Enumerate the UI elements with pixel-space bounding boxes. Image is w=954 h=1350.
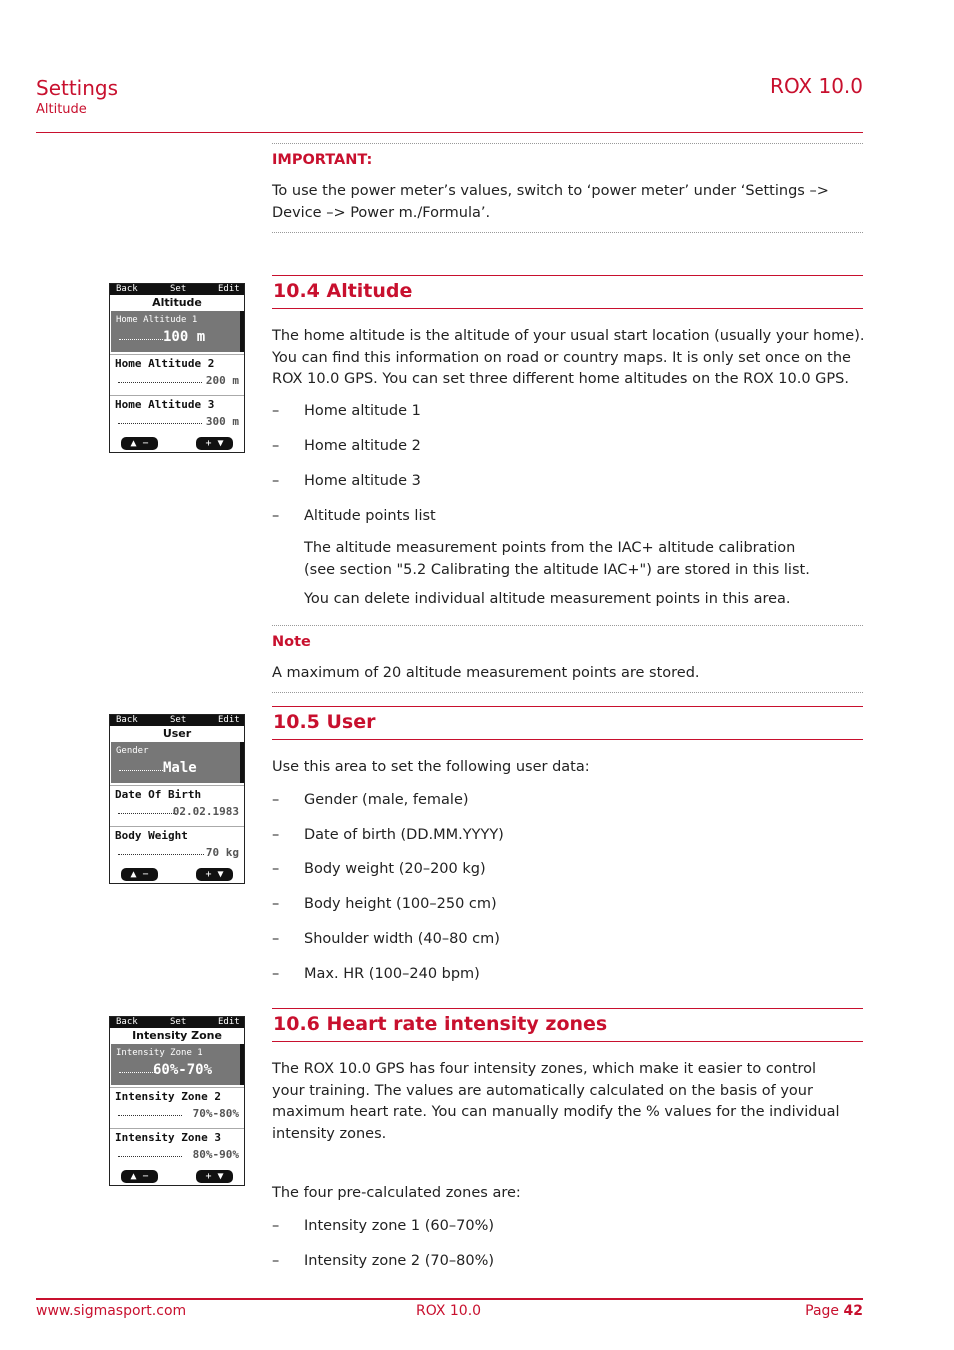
value-leader [118,854,204,855]
selected-label: Intensity Zone 1 [116,1048,203,1058]
altitude-intro: The home altitude is the altitude of your usual start location (usually your home). You can find this information on road or country maps. It is only set once on the ROX 10.0 GPS. You can set three different home altitudes on the ROX 10.0 GPS. [272,328,865,387]
value-leader [118,1115,182,1116]
header-title: Settings [36,76,119,100]
value-leader [118,813,176,814]
hr-intro: The ROX 10.0 GPS has four intensity zones, which make it easier to control your training. The values are automatically calculated on the basis of your maximum heart rate. You can manually modify the % values for the individual intensity zones. [272,1061,840,1142]
row-label: Date Of Birth [115,788,202,801]
row-label: Home Altitude 2 [115,357,215,370]
altitude-points-delete: You can delete individual altitude measurement points in this area. [304,591,791,607]
set-label: Set [170,715,187,725]
edit-label: Edit [218,1017,240,1027]
important-text: To use the power meter’s values, switch to ‘power meter’ under ‘Settings –> Device –> Power m./Formula’. [272,183,829,221]
dotted-rule [272,143,863,144]
row-label: Body Weight [115,829,188,842]
device-screen-altitude [109,283,245,453]
device-row [110,826,244,868]
section-rule [272,1008,863,1009]
plus-down-button: + ▼ [196,1170,233,1183]
device-row [110,354,244,396]
device-screen-user [109,714,245,884]
set-label: Set [170,1017,187,1027]
header-subtitle: Altitude [36,102,87,117]
row-label: Intensity Zone 2 [115,1090,221,1103]
device-row [110,1128,244,1170]
value-leader [118,382,202,383]
device-row [110,1087,244,1129]
set-label: Set [170,284,187,294]
header-rule [36,132,863,133]
back-label: Back [116,1017,138,1027]
back-label: Back [116,284,138,294]
up-minus-button: ▲ − [121,437,158,450]
dotted-rule [272,625,863,626]
selected-value: 60%-70% [153,1062,213,1078]
section-heading-altitude: 10.4 Altitude [273,280,413,302]
selected-value: Male [163,760,197,776]
device-row [110,785,244,827]
edit-label: Edit [218,284,240,294]
hr-zones-intro: The four pre-calculated zones are: [272,1185,521,1201]
altitude-points-description: The altitude measurement points from the IAC+ altitude calibration (see section "5.2 Calibrating the altitude IAC+") are stored in this list. [304,540,810,578]
value-leader [119,770,163,771]
dotted-rule [272,232,863,233]
row-value: 200 m [205,374,239,387]
device-screen-intensity-zone [109,1016,245,1186]
scrollbar [240,311,244,352]
device-title: Altitude [152,296,202,309]
section-rule [272,275,863,276]
device-title: User [162,727,192,740]
note-text: A maximum of 20 altitude measurement points are stored. [272,665,700,681]
edit-label: Edit [218,715,240,725]
row-label: Intensity Zone 3 [115,1131,221,1144]
up-minus-button: ▲ − [121,1170,158,1183]
note-label: Note [272,634,311,650]
value-leader [118,423,202,424]
section-rule [272,706,863,707]
row-value: 70%-80% [192,1107,239,1120]
user-intro: Use this area to set the following user data: [272,759,590,775]
section-rule [272,739,863,740]
selected-value: 100 m [163,329,206,345]
selected-row [111,311,241,352]
footer-product: ROX 10.0 [416,1303,482,1319]
important-label: IMPORTANT: [272,152,373,168]
device-topbar [110,1017,244,1028]
plus-down-button: + ▼ [196,868,233,881]
selected-row [111,1044,241,1085]
value-leader [119,339,163,340]
value-leader [118,1156,182,1157]
section-heading-user: 10.5 User [273,711,376,733]
selected-row [111,742,241,783]
scrollbar [240,742,244,783]
header-product: ROX 10.0 [770,74,863,98]
row-value: 80%-90% [192,1148,239,1161]
device-row [110,395,244,437]
row-value: 300 m [205,415,239,428]
dotted-rule [272,692,863,693]
device-topbar [110,715,244,726]
device-topbar [110,284,244,295]
value-leader [119,1072,155,1073]
footer-url[interactable]: www.sigmasport.com [36,1303,187,1319]
page-label: Page [805,1303,840,1319]
row-label: Home Altitude 3 [115,398,215,411]
footer-page [805,1303,863,1319]
page-number: 42 [843,1303,863,1319]
back-label: Back [116,715,138,725]
footer-rule [36,1298,863,1300]
row-value: 02.02.1983 [172,805,239,818]
section-rule [272,308,863,309]
selected-label: Gender [116,746,149,756]
section-heading-heart-rate: 10.6 Heart rate intensity zones [273,1013,608,1035]
plus-down-button: + ▼ [196,437,233,450]
selected-label: Home Altitude 1 [116,315,198,325]
section-rule [272,1041,863,1042]
scrollbar [240,1044,244,1085]
row-value: 70 kg [205,846,239,859]
device-title: Intensity Zone [132,1029,222,1042]
up-minus-button: ▲ − [121,868,158,881]
